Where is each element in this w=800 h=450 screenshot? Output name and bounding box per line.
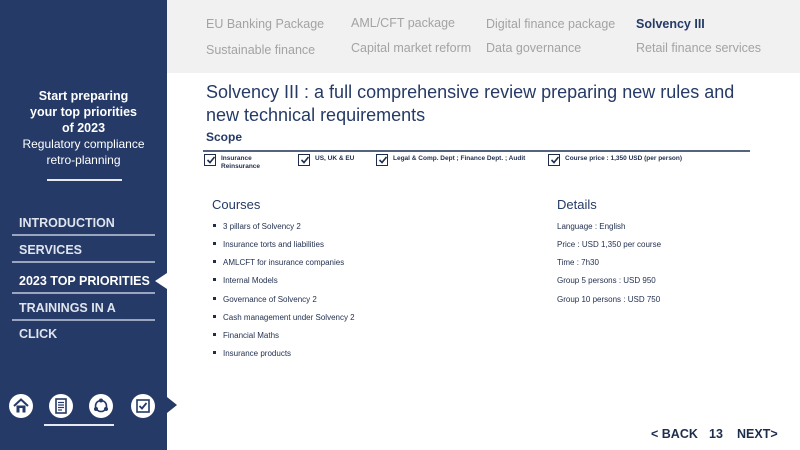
package-tab-sustainable-finance[interactable]: Sustainable finance <box>206 43 316 57</box>
sidebar <box>0 0 167 450</box>
scope-item-text: Legal & Comp. Dept ; Finance Dept. ; Audit <box>393 155 526 162</box>
courses-heading: Courses <box>212 197 261 212</box>
page-title-line: new technical requirements <box>206 105 426 125</box>
intro-line: Start preparing <box>38 89 129 103</box>
details-heading: Details <box>557 197 597 212</box>
scope-heading: Scope <box>206 130 243 144</box>
package-bar <box>167 0 800 73</box>
sidebar-divider <box>47 179 122 181</box>
page-title-line: Solvency III : a full comprehensive review preparing new rules and <box>206 82 735 102</box>
detail-group-10: Group 10 persons : USD 750 <box>557 295 661 304</box>
package-tab-data-governance[interactable]: Data governance <box>486 41 582 55</box>
package-tab-aml-cft[interactable]: AML/CFT package <box>351 16 455 30</box>
nav-item-trainings-in-a-click[interactable]: TRAININGS IN A CLICK <box>12 295 155 321</box>
document-button[interactable] <box>49 394 73 418</box>
package-tab-retail-finance[interactable]: Retail finance services <box>636 41 762 55</box>
checked-box-icon <box>376 154 388 166</box>
sidebar-pointer <box>167 397 177 413</box>
home-button[interactable] <box>9 394 33 418</box>
active-nav-pointer <box>155 273 167 289</box>
package-tab-eu-banking[interactable]: EU Banking Package <box>206 17 325 31</box>
checked-box-icon <box>204 154 216 166</box>
list-item: Governance of Solvency 2 <box>213 295 317 304</box>
list-item: AMLCFT for insurance companies <box>213 258 344 267</box>
detail-language: Language : English <box>557 222 626 231</box>
page-title <box>206 81 766 127</box>
list-item: Internal Models <box>213 276 278 285</box>
detail-group-5: Group 5 persons : USD 950 <box>557 276 656 285</box>
sidebar-intro <box>0 88 167 168</box>
package-tab-capital-market-reform[interactable]: Capital market reform <box>351 41 472 55</box>
page-number: 13 <box>709 427 723 441</box>
nav-item-2023-top-priorities[interactable]: 2023 TOP PRIORITIES <box>12 268 155 294</box>
checkbox-icon <box>134 397 152 415</box>
scope-divider <box>203 150 750 152</box>
scope-item-text: Insurance <box>221 155 252 162</box>
list-item: Cash management under Solvency 2 <box>213 313 355 322</box>
detail-time: Time : 7h30 <box>557 258 599 267</box>
checklist-button[interactable] <box>131 394 155 418</box>
list-item: 3 pillars of Solvency 2 <box>213 222 301 231</box>
icon-bar-underline <box>44 424 114 426</box>
list-item: Insurance torts and liabilities <box>213 240 324 249</box>
scope-item-text: Reinsurance <box>221 163 261 170</box>
checked-box-icon <box>548 154 560 166</box>
list-item: Financial Maths <box>213 331 279 340</box>
nav-item-services[interactable]: SERVICES <box>12 237 155 263</box>
next-button[interactable]: NEXT> <box>737 427 778 441</box>
list-item: Insurance products <box>213 349 291 358</box>
package-tab-solvency-iii[interactable]: Solvency III <box>636 17 705 31</box>
intro-line: your top priorities <box>30 105 137 119</box>
home-icon <box>12 397 30 415</box>
nav-item-introduction[interactable]: INTRODUCTION <box>12 210 155 236</box>
detail-price: Price : USD 1,350 per course <box>557 240 662 249</box>
back-button[interactable]: < BACK <box>651 427 698 441</box>
scope-item-text: US, UK & EU <box>315 155 355 162</box>
cycle-icon <box>92 397 110 415</box>
intro-subline: retro-planning <box>46 153 121 167</box>
checked-box-icon <box>298 154 310 166</box>
document-icon <box>52 397 70 415</box>
cycle-button[interactable] <box>89 394 113 418</box>
intro-subline: Regulatory compliance <box>22 137 145 151</box>
sidebar-icon-bar <box>0 394 167 424</box>
scope-item-text: Course price : 1,350 USD (per person) <box>565 155 683 162</box>
intro-line: of 2023 <box>61 121 106 135</box>
package-tab-digital-finance[interactable]: Digital finance package <box>486 17 616 31</box>
